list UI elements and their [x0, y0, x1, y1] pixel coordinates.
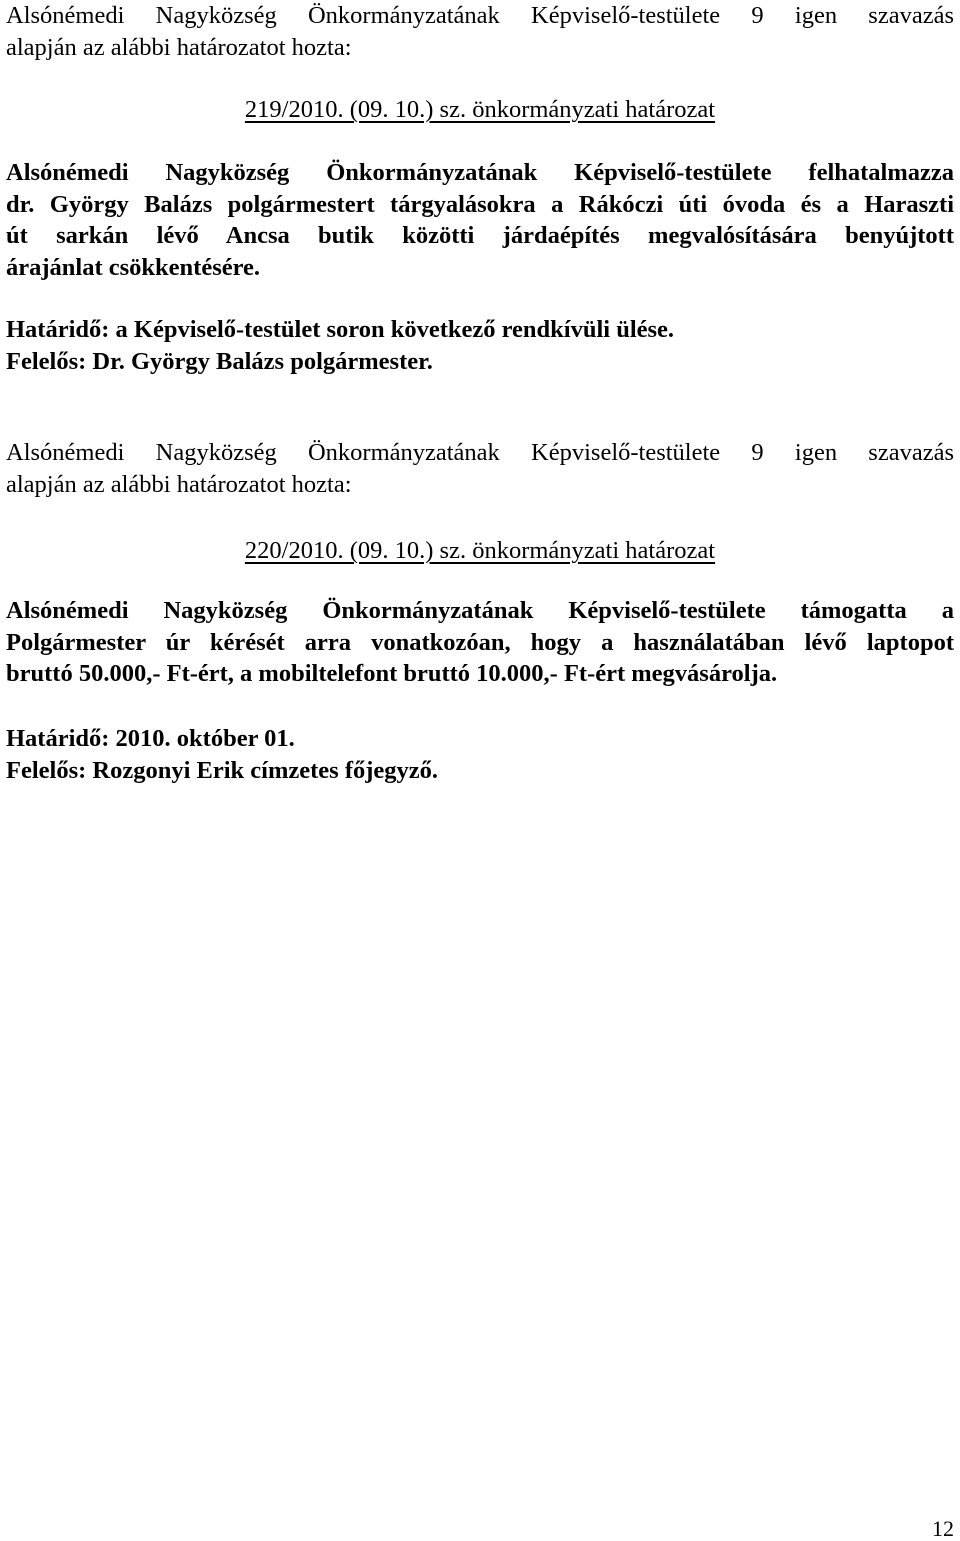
resolution-1-body-line-1: Alsónémedi Nagyközség Önkormányzatának Képviselő-testülete felhatalmazza — [6, 159, 954, 186]
resolution-1-title — [0, 94, 960, 126]
resolution-2-title-text: 220/2010. (09. 10.) sz. önkormányzati határozat — [244, 537, 716, 564]
resolution-1-intro-line-2: alapján az alábbi határozatot hozta: — [6, 33, 352, 61]
resolution-2-body-line-2: Polgármester úr kérését arra vonatkozóan, hogy a használatában lévő laptopot — [6, 628, 954, 656]
resolution-2-intro-line-2: alapján az alábbi határozatot hozta: — [6, 470, 352, 498]
resolution-1-footer — [6, 314, 954, 377]
resolution-2-footer — [6, 723, 954, 786]
resolution-1-body — [6, 157, 954, 283]
resolution-2-title — [0, 535, 960, 567]
resolution-2-intro-line-1: Alsónémedi Nagyközség Önkormányzatának Képviselő-testülete 9 igen szavazás — [6, 439, 954, 466]
resolution-2-intro — [6, 437, 954, 500]
resolution-2-body-line-3: bruttó 50.000,- Ft-ért, a mobiltelefont bruttó 10.000,- Ft-ért megvásárolja. — [6, 660, 778, 687]
resolution-1-responsible: Felelős: Dr. György Balázs polgármester. — [6, 347, 433, 375]
resolution-2-deadline: Határidő: 2010. október 01. — [6, 725, 295, 752]
resolution-1-deadline: Határidő: a Képviselő-testület soron következő rendkívüli ülése. — [6, 316, 675, 343]
resolution-1-intro-line-1: Alsónémedi Nagyközség Önkormányzatának Képviselő-testülete 9 igen szavazás — [6, 2, 954, 29]
resolution-2-body-line-1: Alsónémedi Nagyközség Önkormányzatának Képviselő-testülete támogatta a — [6, 597, 954, 624]
resolution-1-body-line-3: út sarkán lévő Ancsa butik közötti járdaépítés megvalósítására benyújtott — [6, 222, 954, 249]
resolution-2-responsible: Felelős: Rozgonyi Erik címzetes főjegyző. — [6, 756, 439, 784]
page-number: 12 — [932, 1516, 954, 1541]
resolution-2-body — [6, 595, 954, 690]
resolution-1-title-text: 219/2010. (09. 10.) sz. önkormányzati határozat — [244, 96, 716, 123]
resolution-1-intro — [6, 0, 954, 63]
resolution-1-body-line-2: dr. György Balázs polgármestert tárgyalásokra a Rákóczi úti óvoda és a Haraszti — [6, 190, 954, 218]
resolution-1-body-line-4: árajánlat csökkentésére. — [6, 253, 261, 281]
